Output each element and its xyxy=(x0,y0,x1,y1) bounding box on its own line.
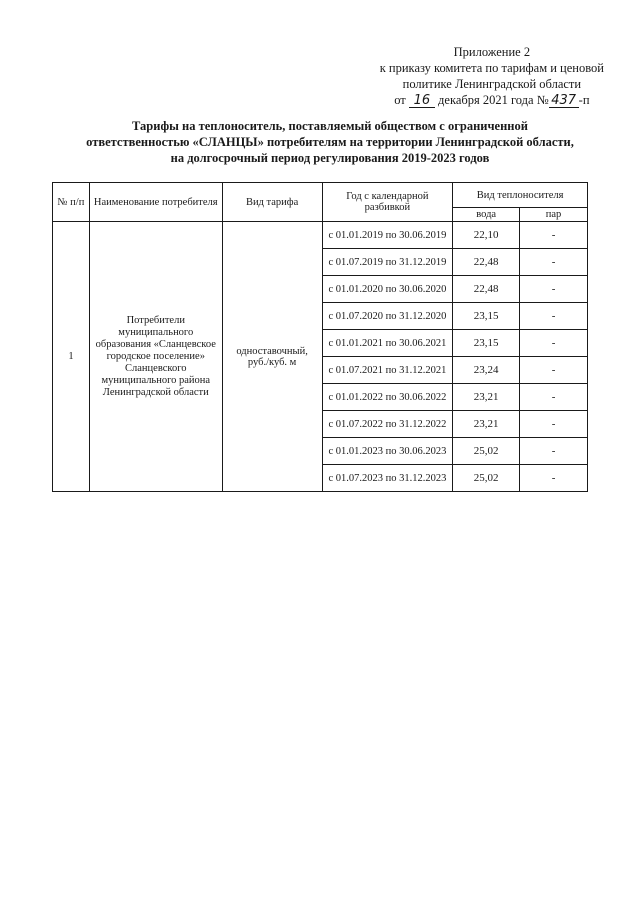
period-cell: с 01.07.2022 по 31.12.2022 xyxy=(322,411,453,438)
header-water: вода xyxy=(453,208,520,222)
date-rest: декабря 2021 года № xyxy=(438,93,549,107)
steam-tariff-cell: - xyxy=(520,303,588,330)
period-cell: с 01.01.2019 по 30.06.2019 xyxy=(322,222,453,249)
appendix-header xyxy=(380,44,604,108)
period-cell: с 01.01.2022 по 30.06.2022 xyxy=(322,384,453,411)
appendix-committee: политике Ленинградской области xyxy=(402,77,582,91)
water-tariff-cell: 23,21 xyxy=(453,384,520,411)
title-line-1: Тарифы на теплоноситель, поставляемый обществом с ограниченной xyxy=(132,119,528,133)
period-cell: с 01.01.2023 по 30.06.2023 xyxy=(322,438,453,465)
header-carrier: Вид теплоносителя xyxy=(453,183,588,208)
water-tariff-cell: 22,48 xyxy=(453,249,520,276)
document-title xyxy=(40,118,620,166)
water-tariff-cell: 23,21 xyxy=(453,411,520,438)
steam-tariff-cell: - xyxy=(520,276,588,303)
row-number: 1 xyxy=(53,222,90,492)
period-cell: с 01.07.2020 по 31.12.2020 xyxy=(322,303,453,330)
header-consumer: Наименование потребителя xyxy=(89,183,222,222)
steam-tariff-cell: - xyxy=(520,222,588,249)
water-tariff-cell: 25,02 xyxy=(453,438,520,465)
header-num: № п/п xyxy=(53,183,90,222)
steam-tariff-cell: - xyxy=(520,384,588,411)
date-prefix: от xyxy=(394,93,406,107)
period-cell: с 01.07.2023 по 31.12.2023 xyxy=(322,465,453,492)
water-tariff-cell: 25,02 xyxy=(453,465,520,492)
appendix-number: Приложение 2 xyxy=(453,45,531,59)
header-steam: пар xyxy=(520,208,588,222)
tariff-table xyxy=(52,182,588,492)
steam-tariff-cell: - xyxy=(520,330,588,357)
water-tariff-cell: 22,48 xyxy=(453,276,520,303)
date-day-handwritten: 16 xyxy=(409,94,435,108)
appendix-order-ref: к приказу комитета по тарифам и ценовой xyxy=(379,61,604,75)
steam-tariff-cell: - xyxy=(520,465,588,492)
order-suffix: -п xyxy=(578,93,590,107)
period-cell: с 01.07.2019 по 31.12.2019 xyxy=(322,249,453,276)
period-cell: с 01.07.2021 по 31.12.2021 xyxy=(322,357,453,384)
water-tariff-cell: 22,10 xyxy=(453,222,520,249)
title-line-2: ответственностью «СЛАНЦЫ» потребителям на территории Ленинградской области, xyxy=(86,135,574,149)
order-number-handwritten: 437 xyxy=(549,94,579,108)
header-tariff-type: Вид тарифа xyxy=(222,183,322,222)
steam-tariff-cell: - xyxy=(520,357,588,384)
steam-tariff-cell: - xyxy=(520,438,588,465)
title-line-3: на долгосрочный период регулирования 2019-2023 годов xyxy=(170,151,490,165)
water-tariff-cell: 23,24 xyxy=(453,357,520,384)
period-cell: с 01.01.2020 по 30.06.2020 xyxy=(322,276,453,303)
header-period: Год с календарной разбивкой xyxy=(322,183,453,222)
tariff-type: одноставочный, руб./куб. м xyxy=(222,222,322,492)
consumer-name: Потребители муниципального образования «Сланцевское городское поселение» Сланцевского муниципального района Ленинградской области xyxy=(89,222,222,492)
steam-tariff-cell: - xyxy=(520,249,588,276)
water-tariff-cell: 23,15 xyxy=(453,303,520,330)
steam-tariff-cell: - xyxy=(520,411,588,438)
period-cell: с 01.01.2021 по 30.06.2021 xyxy=(322,330,453,357)
water-tariff-cell: 23,15 xyxy=(453,330,520,357)
table-row xyxy=(53,222,588,249)
appendix-date-line xyxy=(380,92,604,108)
